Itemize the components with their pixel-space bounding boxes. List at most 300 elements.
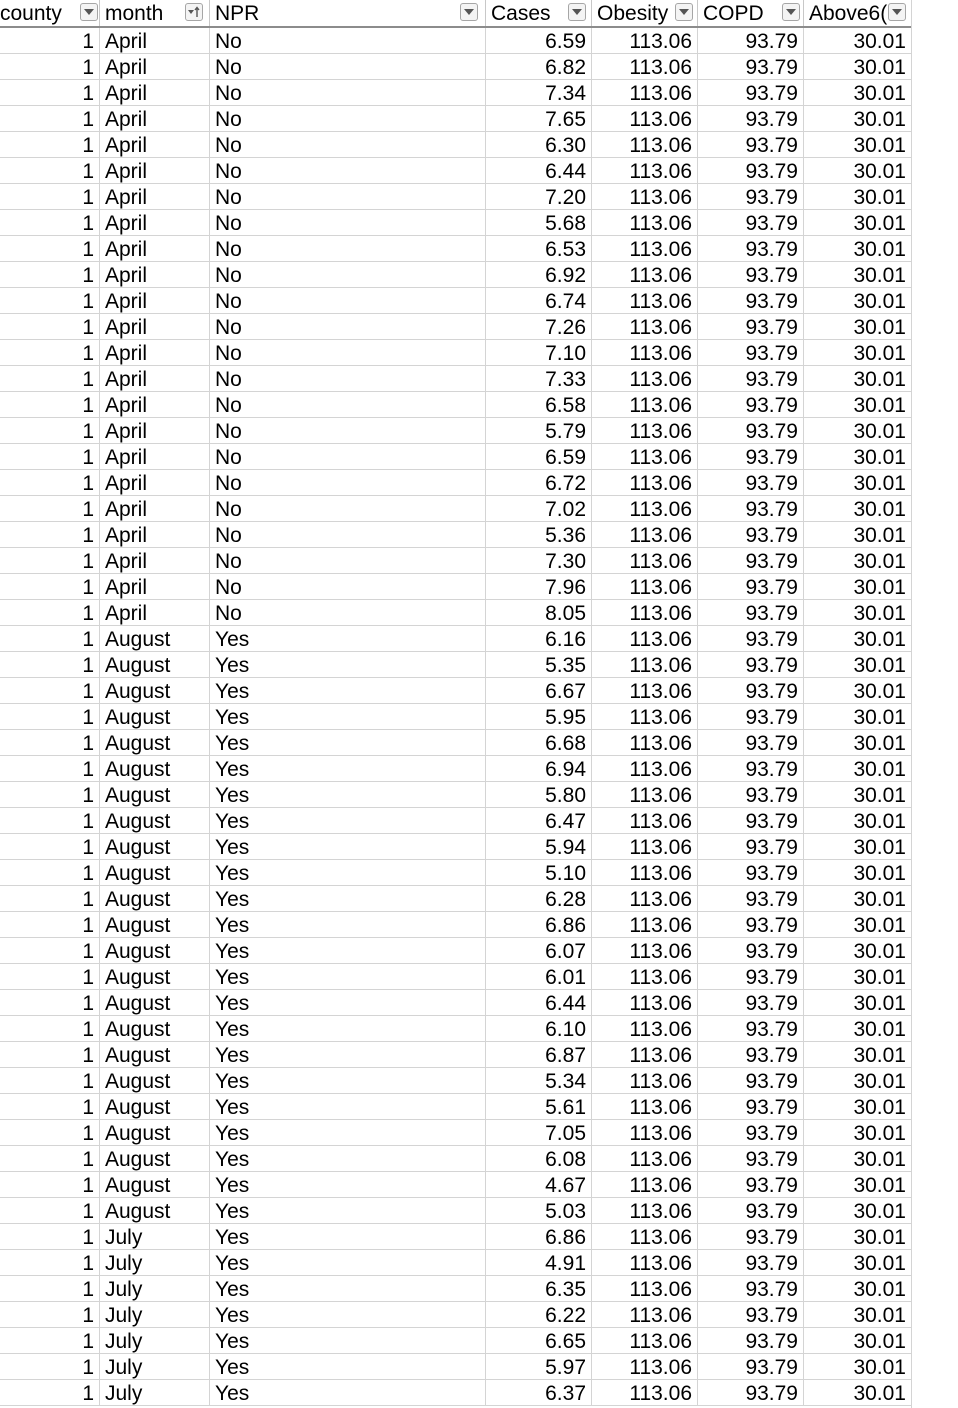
cell-cases[interactable]: 5.10 bbox=[486, 860, 592, 886]
cell-npr[interactable]: Yes bbox=[210, 678, 486, 704]
cell-copd[interactable]: 93.79 bbox=[698, 574, 804, 600]
cell-obesity[interactable]: 113.06 bbox=[592, 678, 698, 704]
cell-county[interactable]: 1 bbox=[0, 418, 100, 444]
cell-obesity[interactable]: 113.06 bbox=[592, 80, 698, 106]
cell-county[interactable]: 1 bbox=[0, 496, 100, 522]
cell-obesity[interactable]: 113.06 bbox=[592, 652, 698, 678]
cell-month[interactable]: August bbox=[100, 1042, 210, 1068]
cell-obesity[interactable]: 113.06 bbox=[592, 496, 698, 522]
cell-npr[interactable]: No bbox=[210, 262, 486, 288]
cell-above60[interactable]: 30.01 bbox=[804, 210, 912, 236]
cell-above60[interactable]: 30.01 bbox=[804, 652, 912, 678]
cell-obesity[interactable]: 113.06 bbox=[592, 548, 698, 574]
cell-obesity[interactable]: 113.06 bbox=[592, 444, 698, 470]
cell-cases[interactable]: 5.36 bbox=[486, 522, 592, 548]
cell-obesity[interactable]: 113.06 bbox=[592, 158, 698, 184]
cell-copd[interactable]: 93.79 bbox=[698, 392, 804, 418]
cell-copd[interactable]: 93.79 bbox=[698, 80, 804, 106]
cell-above60[interactable]: 30.01 bbox=[804, 1172, 912, 1198]
cell-obesity[interactable]: 113.06 bbox=[592, 54, 698, 80]
cell-month[interactable]: July bbox=[100, 1302, 210, 1328]
cell-cases[interactable]: 7.33 bbox=[486, 366, 592, 392]
cell-obesity[interactable]: 113.06 bbox=[592, 210, 698, 236]
cell-cases[interactable]: 6.28 bbox=[486, 886, 592, 912]
cell-above60[interactable]: 30.01 bbox=[804, 1068, 912, 1094]
cell-copd[interactable]: 93.79 bbox=[698, 704, 804, 730]
cell-obesity[interactable]: 113.06 bbox=[592, 366, 698, 392]
cell-npr[interactable]: Yes bbox=[210, 1354, 486, 1380]
cell-county[interactable]: 1 bbox=[0, 236, 100, 262]
cell-above60[interactable]: 30.01 bbox=[804, 288, 912, 314]
cell-above60[interactable]: 30.01 bbox=[804, 808, 912, 834]
cell-month[interactable]: July bbox=[100, 1354, 210, 1380]
cell-npr[interactable]: No bbox=[210, 236, 486, 262]
cell-cases[interactable]: 7.26 bbox=[486, 314, 592, 340]
cell-obesity[interactable]: 113.06 bbox=[592, 730, 698, 756]
cell-county[interactable]: 1 bbox=[0, 1172, 100, 1198]
cell-npr[interactable]: Yes bbox=[210, 1120, 486, 1146]
cell-cases[interactable]: 6.86 bbox=[486, 912, 592, 938]
cell-county[interactable]: 1 bbox=[0, 782, 100, 808]
cell-copd[interactable]: 93.79 bbox=[698, 1094, 804, 1120]
cell-obesity[interactable]: 113.06 bbox=[592, 132, 698, 158]
cell-above60[interactable]: 30.01 bbox=[804, 1380, 912, 1406]
cell-cases[interactable]: 5.95 bbox=[486, 704, 592, 730]
cell-obesity[interactable]: 113.06 bbox=[592, 392, 698, 418]
cell-month[interactable]: August bbox=[100, 1120, 210, 1146]
cell-copd[interactable]: 93.79 bbox=[698, 54, 804, 80]
cell-npr[interactable]: No bbox=[210, 28, 486, 54]
cell-county[interactable]: 1 bbox=[0, 1380, 100, 1406]
cell-copd[interactable]: 93.79 bbox=[698, 1328, 804, 1354]
cell-copd[interactable]: 93.79 bbox=[698, 132, 804, 158]
cell-county[interactable]: 1 bbox=[0, 288, 100, 314]
column-header-obesity[interactable] bbox=[592, 0, 698, 26]
cell-month[interactable]: April bbox=[100, 444, 210, 470]
cell-cases[interactable]: 6.08 bbox=[486, 1146, 592, 1172]
cell-npr[interactable]: No bbox=[210, 54, 486, 80]
cell-obesity[interactable]: 113.06 bbox=[592, 808, 698, 834]
cell-cases[interactable]: 6.72 bbox=[486, 470, 592, 496]
cell-cases[interactable]: 6.59 bbox=[486, 444, 592, 470]
cell-month[interactable]: August bbox=[100, 1094, 210, 1120]
cell-cases[interactable]: 6.30 bbox=[486, 132, 592, 158]
cell-month[interactable]: April bbox=[100, 366, 210, 392]
cell-cases[interactable]: 6.53 bbox=[486, 236, 592, 262]
cell-month[interactable]: August bbox=[100, 782, 210, 808]
cell-obesity[interactable]: 113.06 bbox=[592, 964, 698, 990]
cell-county[interactable]: 1 bbox=[0, 886, 100, 912]
cell-above60[interactable]: 30.01 bbox=[804, 106, 912, 132]
cell-county[interactable]: 1 bbox=[0, 314, 100, 340]
cell-copd[interactable]: 93.79 bbox=[698, 1276, 804, 1302]
column-header-npr[interactable] bbox=[210, 0, 486, 26]
cell-above60[interactable]: 30.01 bbox=[804, 132, 912, 158]
cell-copd[interactable]: 93.79 bbox=[698, 1354, 804, 1380]
cell-copd[interactable]: 93.79 bbox=[698, 1380, 804, 1406]
cell-month[interactable]: July bbox=[100, 1250, 210, 1276]
cell-county[interactable]: 1 bbox=[0, 1250, 100, 1276]
cell-above60[interactable]: 30.01 bbox=[804, 1042, 912, 1068]
cell-month[interactable]: April bbox=[100, 392, 210, 418]
cell-county[interactable]: 1 bbox=[0, 600, 100, 626]
cell-month[interactable]: August bbox=[100, 964, 210, 990]
cell-county[interactable]: 1 bbox=[0, 1354, 100, 1380]
cell-cases[interactable]: 6.10 bbox=[486, 1016, 592, 1042]
cell-obesity[interactable]: 113.06 bbox=[592, 522, 698, 548]
cell-cases[interactable]: 5.94 bbox=[486, 834, 592, 860]
cell-cases[interactable]: 7.02 bbox=[486, 496, 592, 522]
cell-npr[interactable]: No bbox=[210, 184, 486, 210]
cell-copd[interactable]: 93.79 bbox=[698, 808, 804, 834]
cell-copd[interactable]: 93.79 bbox=[698, 600, 804, 626]
cell-obesity[interactable]: 113.06 bbox=[592, 1016, 698, 1042]
cell-county[interactable]: 1 bbox=[0, 470, 100, 496]
cell-copd[interactable]: 93.79 bbox=[698, 470, 804, 496]
cell-cases[interactable]: 4.67 bbox=[486, 1172, 592, 1198]
cell-month[interactable]: April bbox=[100, 80, 210, 106]
cell-obesity[interactable]: 113.06 bbox=[592, 340, 698, 366]
cell-above60[interactable]: 30.01 bbox=[804, 1328, 912, 1354]
cell-above60[interactable]: 30.01 bbox=[804, 912, 912, 938]
cell-above60[interactable]: 30.01 bbox=[804, 28, 912, 54]
cell-npr[interactable]: Yes bbox=[210, 782, 486, 808]
cell-obesity[interactable]: 113.06 bbox=[592, 1354, 698, 1380]
cell-above60[interactable]: 30.01 bbox=[804, 392, 912, 418]
cell-cases[interactable]: 6.94 bbox=[486, 756, 592, 782]
cell-npr[interactable]: Yes bbox=[210, 1302, 486, 1328]
column-header-above60[interactable] bbox=[804, 0, 912, 26]
cell-copd[interactable]: 93.79 bbox=[698, 678, 804, 704]
cell-month[interactable]: April bbox=[100, 28, 210, 54]
cell-copd[interactable]: 93.79 bbox=[698, 548, 804, 574]
cell-copd[interactable]: 93.79 bbox=[698, 1198, 804, 1224]
cell-month[interactable]: August bbox=[100, 860, 210, 886]
cell-above60[interactable]: 30.01 bbox=[804, 470, 912, 496]
cell-month[interactable]: August bbox=[100, 834, 210, 860]
cell-obesity[interactable]: 113.06 bbox=[592, 574, 698, 600]
cell-obesity[interactable]: 113.06 bbox=[592, 1224, 698, 1250]
cell-month[interactable]: August bbox=[100, 626, 210, 652]
cell-above60[interactable]: 30.01 bbox=[804, 340, 912, 366]
cell-month[interactable]: April bbox=[100, 288, 210, 314]
cell-copd[interactable]: 93.79 bbox=[698, 184, 804, 210]
cell-npr[interactable]: Yes bbox=[210, 756, 486, 782]
cell-above60[interactable]: 30.01 bbox=[804, 184, 912, 210]
cell-above60[interactable]: 30.01 bbox=[804, 860, 912, 886]
cell-npr[interactable]: Yes bbox=[210, 808, 486, 834]
cell-copd[interactable]: 93.79 bbox=[698, 314, 804, 340]
cell-month[interactable]: April bbox=[100, 158, 210, 184]
filter-dropdown-icon[interactable] bbox=[568, 3, 586, 21]
cell-obesity[interactable]: 113.06 bbox=[592, 860, 698, 886]
cell-npr[interactable]: Yes bbox=[210, 1380, 486, 1406]
cell-npr[interactable]: Yes bbox=[210, 1250, 486, 1276]
cell-month[interactable]: August bbox=[100, 990, 210, 1016]
cell-copd[interactable]: 93.79 bbox=[698, 834, 804, 860]
cell-above60[interactable]: 30.01 bbox=[804, 1302, 912, 1328]
cell-month[interactable]: April bbox=[100, 496, 210, 522]
cell-county[interactable]: 1 bbox=[0, 652, 100, 678]
cell-npr[interactable]: Yes bbox=[210, 1198, 486, 1224]
cell-county[interactable]: 1 bbox=[0, 704, 100, 730]
cell-npr[interactable]: Yes bbox=[210, 1068, 486, 1094]
cell-cases[interactable]: 8.05 bbox=[486, 600, 592, 626]
cell-county[interactable]: 1 bbox=[0, 1068, 100, 1094]
cell-copd[interactable]: 93.79 bbox=[698, 964, 804, 990]
cell-obesity[interactable]: 113.06 bbox=[592, 1094, 698, 1120]
cell-cases[interactable]: 6.37 bbox=[486, 1380, 592, 1406]
cell-month[interactable]: April bbox=[100, 184, 210, 210]
cell-above60[interactable]: 30.01 bbox=[804, 704, 912, 730]
cell-cases[interactable]: 6.65 bbox=[486, 1328, 592, 1354]
cell-county[interactable]: 1 bbox=[0, 210, 100, 236]
cell-cases[interactable]: 5.34 bbox=[486, 1068, 592, 1094]
cell-obesity[interactable]: 113.06 bbox=[592, 106, 698, 132]
cell-obesity[interactable]: 113.06 bbox=[592, 886, 698, 912]
cell-month[interactable]: August bbox=[100, 808, 210, 834]
cell-npr[interactable]: Yes bbox=[210, 886, 486, 912]
cell-cases[interactable]: 6.68 bbox=[486, 730, 592, 756]
cell-npr[interactable]: Yes bbox=[210, 912, 486, 938]
cell-month[interactable]: August bbox=[100, 1172, 210, 1198]
cell-county[interactable]: 1 bbox=[0, 444, 100, 470]
cell-county[interactable]: 1 bbox=[0, 938, 100, 964]
cell-cases[interactable]: 5.03 bbox=[486, 1198, 592, 1224]
cell-month[interactable]: August bbox=[100, 886, 210, 912]
cell-above60[interactable]: 30.01 bbox=[804, 964, 912, 990]
cell-above60[interactable]: 30.01 bbox=[804, 236, 912, 262]
cell-month[interactable]: August bbox=[100, 1016, 210, 1042]
cell-copd[interactable]: 93.79 bbox=[698, 756, 804, 782]
cell-above60[interactable]: 30.01 bbox=[804, 600, 912, 626]
cell-copd[interactable]: 93.79 bbox=[698, 990, 804, 1016]
cell-month[interactable]: July bbox=[100, 1380, 210, 1406]
cell-obesity[interactable]: 113.06 bbox=[592, 418, 698, 444]
cell-above60[interactable]: 30.01 bbox=[804, 522, 912, 548]
cell-month[interactable]: April bbox=[100, 262, 210, 288]
cell-county[interactable]: 1 bbox=[0, 990, 100, 1016]
cell-copd[interactable]: 93.79 bbox=[698, 1146, 804, 1172]
cell-month[interactable]: July bbox=[100, 1224, 210, 1250]
filter-dropdown-icon[interactable] bbox=[888, 3, 906, 21]
cell-county[interactable]: 1 bbox=[0, 392, 100, 418]
cell-county[interactable]: 1 bbox=[0, 912, 100, 938]
cell-county[interactable]: 1 bbox=[0, 1302, 100, 1328]
cell-month[interactable]: April bbox=[100, 236, 210, 262]
cell-obesity[interactable]: 113.06 bbox=[592, 1146, 698, 1172]
cell-month[interactable]: August bbox=[100, 652, 210, 678]
cell-npr[interactable]: No bbox=[210, 392, 486, 418]
cell-npr[interactable]: Yes bbox=[210, 834, 486, 860]
cell-month[interactable]: April bbox=[100, 210, 210, 236]
cell-copd[interactable]: 93.79 bbox=[698, 106, 804, 132]
cell-cases[interactable]: 6.74 bbox=[486, 288, 592, 314]
cell-npr[interactable]: No bbox=[210, 574, 486, 600]
cell-cases[interactable]: 6.44 bbox=[486, 158, 592, 184]
cell-county[interactable]: 1 bbox=[0, 730, 100, 756]
cell-month[interactable]: April bbox=[100, 548, 210, 574]
cell-county[interactable]: 1 bbox=[0, 678, 100, 704]
cell-month[interactable]: April bbox=[100, 132, 210, 158]
cell-cases[interactable]: 6.92 bbox=[486, 262, 592, 288]
cell-cases[interactable]: 6.07 bbox=[486, 938, 592, 964]
cell-cases[interactable]: 6.82 bbox=[486, 54, 592, 80]
cell-cases[interactable]: 7.20 bbox=[486, 184, 592, 210]
cell-obesity[interactable]: 113.06 bbox=[592, 262, 698, 288]
cell-county[interactable]: 1 bbox=[0, 756, 100, 782]
cell-cases[interactable]: 7.05 bbox=[486, 1120, 592, 1146]
cell-cases[interactable]: 6.44 bbox=[486, 990, 592, 1016]
cell-cases[interactable]: 5.97 bbox=[486, 1354, 592, 1380]
cell-npr[interactable]: Yes bbox=[210, 938, 486, 964]
cell-obesity[interactable]: 113.06 bbox=[592, 288, 698, 314]
column-header-copd[interactable] bbox=[698, 0, 804, 26]
cell-copd[interactable]: 93.79 bbox=[698, 1016, 804, 1042]
cell-county[interactable]: 1 bbox=[0, 574, 100, 600]
cell-obesity[interactable]: 113.06 bbox=[592, 1068, 698, 1094]
cell-copd[interactable]: 93.79 bbox=[698, 444, 804, 470]
cell-copd[interactable]: 93.79 bbox=[698, 730, 804, 756]
cell-copd[interactable]: 93.79 bbox=[698, 288, 804, 314]
cell-above60[interactable]: 30.01 bbox=[804, 158, 912, 184]
cell-npr[interactable]: Yes bbox=[210, 730, 486, 756]
cell-month[interactable]: August bbox=[100, 730, 210, 756]
cell-npr[interactable]: No bbox=[210, 418, 486, 444]
cell-above60[interactable]: 30.01 bbox=[804, 314, 912, 340]
cell-above60[interactable]: 30.01 bbox=[804, 990, 912, 1016]
cell-npr[interactable]: No bbox=[210, 158, 486, 184]
cell-county[interactable]: 1 bbox=[0, 1146, 100, 1172]
cell-cases[interactable]: 6.67 bbox=[486, 678, 592, 704]
cell-obesity[interactable]: 113.06 bbox=[592, 236, 698, 262]
cell-county[interactable]: 1 bbox=[0, 1224, 100, 1250]
cell-county[interactable]: 1 bbox=[0, 548, 100, 574]
cell-npr[interactable]: No bbox=[210, 106, 486, 132]
cell-npr[interactable]: No bbox=[210, 340, 486, 366]
cell-obesity[interactable]: 113.06 bbox=[592, 1120, 698, 1146]
cell-county[interactable]: 1 bbox=[0, 106, 100, 132]
cell-above60[interactable]: 30.01 bbox=[804, 1094, 912, 1120]
cell-county[interactable]: 1 bbox=[0, 158, 100, 184]
cell-copd[interactable]: 93.79 bbox=[698, 1120, 804, 1146]
cell-county[interactable]: 1 bbox=[0, 262, 100, 288]
cell-obesity[interactable]: 113.06 bbox=[592, 28, 698, 54]
cell-npr[interactable]: No bbox=[210, 132, 486, 158]
cell-npr[interactable]: No bbox=[210, 496, 486, 522]
cell-cases[interactable]: 6.35 bbox=[486, 1276, 592, 1302]
cell-above60[interactable]: 30.01 bbox=[804, 678, 912, 704]
cell-copd[interactable]: 93.79 bbox=[698, 496, 804, 522]
filter-dropdown-icon[interactable] bbox=[460, 3, 478, 21]
filter-dropdown-icon[interactable] bbox=[782, 3, 800, 21]
cell-cases[interactable]: 5.35 bbox=[486, 652, 592, 678]
cell-above60[interactable]: 30.01 bbox=[804, 1250, 912, 1276]
cell-npr[interactable]: Yes bbox=[210, 1276, 486, 1302]
cell-npr[interactable]: Yes bbox=[210, 704, 486, 730]
cell-county[interactable]: 1 bbox=[0, 54, 100, 80]
cell-county[interactable]: 1 bbox=[0, 1198, 100, 1224]
cell-npr[interactable]: Yes bbox=[210, 1094, 486, 1120]
cell-copd[interactable]: 93.79 bbox=[698, 418, 804, 444]
cell-cases[interactable]: 7.10 bbox=[486, 340, 592, 366]
cell-month[interactable]: April bbox=[100, 574, 210, 600]
cell-cases[interactable]: 5.79 bbox=[486, 418, 592, 444]
cell-npr[interactable]: Yes bbox=[210, 1328, 486, 1354]
cell-month[interactable]: July bbox=[100, 1276, 210, 1302]
cell-month[interactable]: August bbox=[100, 704, 210, 730]
cell-county[interactable]: 1 bbox=[0, 132, 100, 158]
cell-county[interactable]: 1 bbox=[0, 1276, 100, 1302]
cell-county[interactable]: 1 bbox=[0, 1016, 100, 1042]
cell-copd[interactable]: 93.79 bbox=[698, 626, 804, 652]
cell-above60[interactable]: 30.01 bbox=[804, 80, 912, 106]
cell-month[interactable]: August bbox=[100, 1068, 210, 1094]
cell-copd[interactable]: 93.79 bbox=[698, 1068, 804, 1094]
cell-obesity[interactable]: 113.06 bbox=[592, 990, 698, 1016]
cell-county[interactable]: 1 bbox=[0, 366, 100, 392]
cell-cases[interactable]: 7.34 bbox=[486, 80, 592, 106]
cell-copd[interactable]: 93.79 bbox=[698, 1224, 804, 1250]
cell-copd[interactable]: 93.79 bbox=[698, 1042, 804, 1068]
cell-obesity[interactable]: 113.06 bbox=[592, 834, 698, 860]
cell-npr[interactable]: Yes bbox=[210, 1224, 486, 1250]
cell-copd[interactable]: 93.79 bbox=[698, 210, 804, 236]
cell-cases[interactable]: 6.58 bbox=[486, 392, 592, 418]
cell-copd[interactable]: 93.79 bbox=[698, 860, 804, 886]
cell-county[interactable]: 1 bbox=[0, 340, 100, 366]
cell-npr[interactable]: No bbox=[210, 80, 486, 106]
cell-above60[interactable]: 30.01 bbox=[804, 444, 912, 470]
cell-obesity[interactable]: 113.06 bbox=[592, 1042, 698, 1068]
cell-above60[interactable]: 30.01 bbox=[804, 262, 912, 288]
cell-above60[interactable]: 30.01 bbox=[804, 730, 912, 756]
cell-npr[interactable]: No bbox=[210, 288, 486, 314]
cell-above60[interactable]: 30.01 bbox=[804, 1198, 912, 1224]
cell-county[interactable]: 1 bbox=[0, 1042, 100, 1068]
cell-obesity[interactable]: 113.06 bbox=[592, 1172, 698, 1198]
cell-above60[interactable]: 30.01 bbox=[804, 1120, 912, 1146]
cell-obesity[interactable]: 113.06 bbox=[592, 1250, 698, 1276]
cell-npr[interactable]: Yes bbox=[210, 990, 486, 1016]
cell-obesity[interactable]: 113.06 bbox=[592, 1328, 698, 1354]
cell-cases[interactable]: 7.96 bbox=[486, 574, 592, 600]
cell-obesity[interactable]: 113.06 bbox=[592, 184, 698, 210]
cell-month[interactable]: August bbox=[100, 938, 210, 964]
cell-npr[interactable]: No bbox=[210, 210, 486, 236]
cell-month[interactable]: April bbox=[100, 340, 210, 366]
cell-npr[interactable]: No bbox=[210, 444, 486, 470]
column-header-county[interactable] bbox=[0, 0, 100, 26]
cell-cases[interactable]: 7.65 bbox=[486, 106, 592, 132]
cell-obesity[interactable]: 113.06 bbox=[592, 1302, 698, 1328]
cell-county[interactable]: 1 bbox=[0, 1094, 100, 1120]
cell-obesity[interactable]: 113.06 bbox=[592, 938, 698, 964]
cell-cases[interactable]: 7.30 bbox=[486, 548, 592, 574]
cell-copd[interactable]: 93.79 bbox=[698, 652, 804, 678]
cell-obesity[interactable]: 113.06 bbox=[592, 704, 698, 730]
cell-above60[interactable]: 30.01 bbox=[804, 1146, 912, 1172]
cell-county[interactable]: 1 bbox=[0, 184, 100, 210]
cell-cases[interactable]: 6.22 bbox=[486, 1302, 592, 1328]
cell-month[interactable]: April bbox=[100, 314, 210, 340]
cell-county[interactable]: 1 bbox=[0, 80, 100, 106]
cell-npr[interactable]: Yes bbox=[210, 964, 486, 990]
cell-cases[interactable]: 5.61 bbox=[486, 1094, 592, 1120]
cell-month[interactable]: August bbox=[100, 756, 210, 782]
cell-county[interactable]: 1 bbox=[0, 626, 100, 652]
cell-above60[interactable]: 30.01 bbox=[804, 886, 912, 912]
